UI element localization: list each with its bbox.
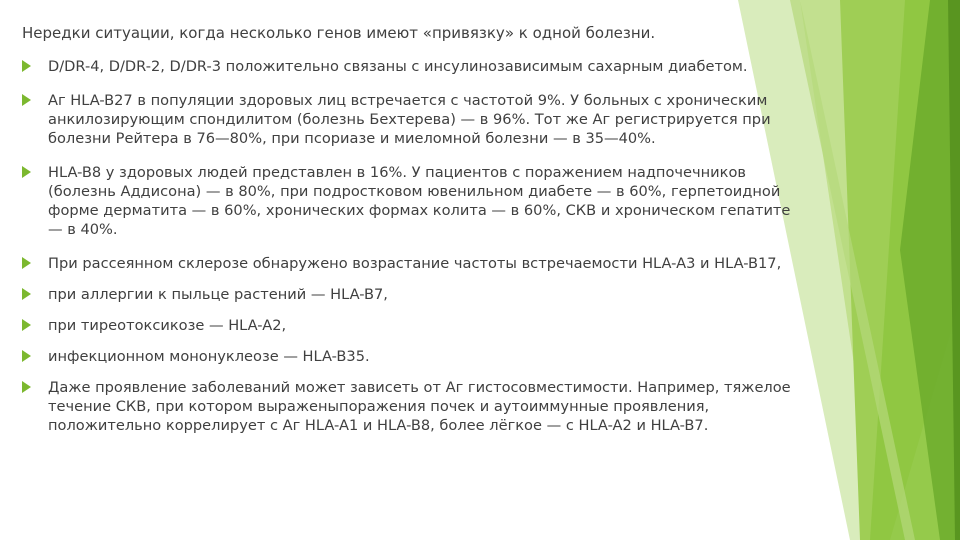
bullet-list (22, 57, 792, 435)
bullet-text: Аг HLA-B27 в популяции здоровых лиц встречается с частотой 9%. У больных с хроническим анкилозирующим спондилитом (болезнь Бехтерева) — в 96%. Тот же Аг регистрируется при болезни Рейтера в 76—80%, при псориазе и миеломной болезни — в 35—40%. (48, 92, 771, 147)
bullet-text: инфекционном мононуклеозе — HLA-B35. (48, 348, 370, 365)
bullet-item (22, 163, 792, 239)
bullet-arrow-icon (22, 257, 31, 269)
bullet-item (22, 347, 792, 366)
bullet-arrow-icon (22, 381, 31, 393)
bullet-arrow-icon (22, 94, 31, 106)
bullet-text: Даже проявление заболеваний может зависеть от Аг гистосовместимости. Например, тяжелое течение СКВ, при котором выраженыпоражения почек и аутоиммунные проявления, положительно коррелирует с Аг HLA-A1 и HLA-B8, более лёгкое — с HLA-A2 и HLA-B7. (48, 379, 791, 434)
bullet-arrow-icon (22, 319, 31, 331)
slide-intro: Нередки ситуации, когда несколько генов имеют «привязку» к одной болезни. (22, 24, 656, 42)
bullet-item (22, 316, 792, 335)
bullet-arrow-icon (22, 288, 31, 300)
bullet-arrow-icon (22, 350, 31, 362)
bullet-item (22, 254, 792, 273)
bullet-item (22, 378, 792, 435)
bullet-item (22, 285, 792, 304)
bullet-text: при тиреотоксикозе — HLA-A2, (48, 317, 287, 334)
bullet-arrow-icon (22, 166, 31, 178)
bullet-text: D/DR-4, D/DR-2, D/DR-3 положительно связаны с инсулинозависимым сахарным диабетом. (48, 58, 748, 75)
bullet-text: при аллергии к пыльце растений — HLA-B7, (48, 286, 388, 303)
bullet-item (22, 57, 792, 76)
slide-content (22, 24, 792, 450)
bullet-text: HLA-B8 у здоровых людей представлен в 16%. У пациентов с поражением надпочечников (болезнь Аддисона) — в 80%, при подростковом ювенильном диабете — в 60%, герпетоидной форме дерматита — в 60%, хронических формах колита — в 60%, СКВ и хроническом гепатите — в 40%. (48, 164, 791, 238)
bullet-item (22, 91, 792, 148)
bullet-text: При рассеянном склерозе обнаружено возрастание частоты встречаемости HLA-A3 и HLA-B17, (48, 255, 782, 272)
bullet-arrow-icon (22, 60, 31, 72)
